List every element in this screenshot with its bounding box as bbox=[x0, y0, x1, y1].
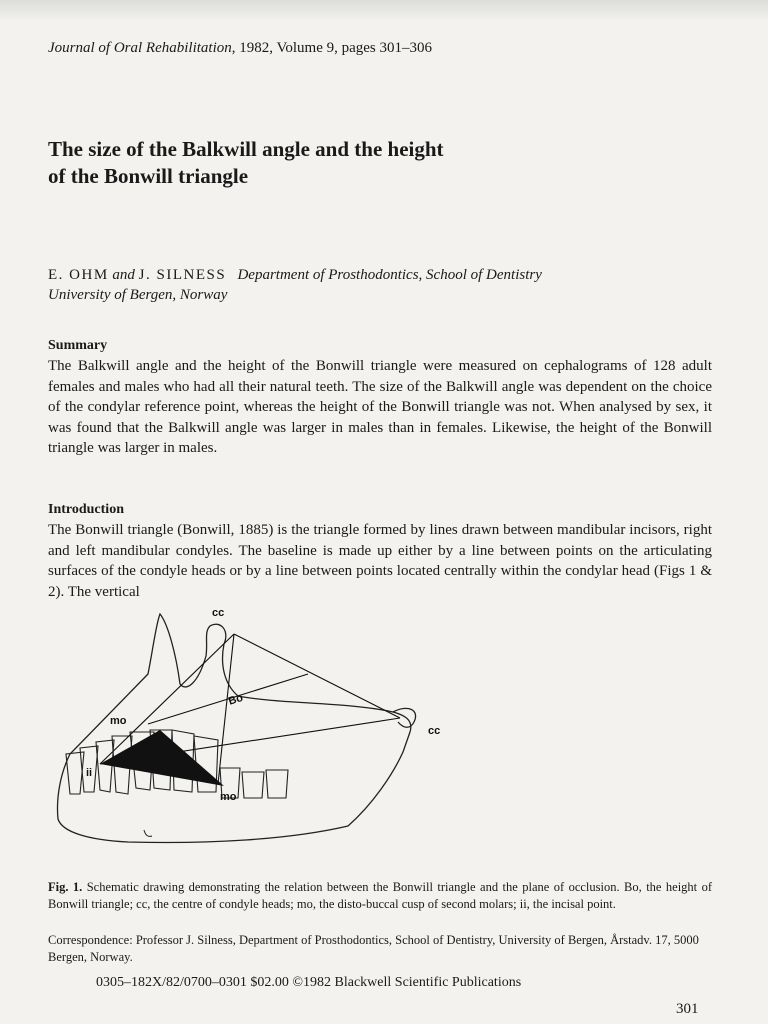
journal-details: , 1982, Volume 9, pages 301–306 bbox=[231, 40, 433, 56]
figure-1-mandible-drawing bbox=[48, 604, 468, 854]
summary-heading: Summary bbox=[48, 338, 108, 353]
journal-citation bbox=[48, 40, 432, 57]
right-condyle bbox=[393, 708, 416, 727]
label-mo-left: mo bbox=[110, 715, 127, 727]
summary-text: The Balkwill angle and the height of the Bonwill triangle were measured on cephalograms of 128 adult females and males who had all their natural teeth. The size of the Balkwill angle was dependent on the choice of the condylar reference point, whereas the height of the Bonwill triangle was not. When analysed by sex, it was found that the Balkwill angle was larger in males than in females. Likewise, the height of the Bonwill triangle was larger in males. bbox=[48, 358, 712, 456]
page-number: 301 bbox=[676, 1001, 699, 1017]
article-title bbox=[48, 136, 688, 190]
journal-name: Journal of Oral Rehabilitation bbox=[48, 40, 232, 56]
author-line-1 bbox=[48, 265, 728, 285]
title-line-2: of the Bonwill triangle bbox=[48, 164, 249, 188]
label-ii: ii bbox=[86, 767, 93, 779]
author-block bbox=[48, 265, 728, 305]
label-mo-bottom: mo bbox=[220, 791, 237, 803]
affiliation-line-2: University of Bergen, Norway bbox=[48, 287, 228, 303]
introduction-text: The Bonwill triangle (Bonwill, 1885) is the triangle formed by lines drawn between mandibular incisors, right and left mandibular condyles. The baseline is made up either by a line between points on the articulating surfaces of the condyle heads or by a line between points located centrally within the condylar head (Figs 1 & 2). The vertical bbox=[48, 522, 712, 600]
author-conjunction: and bbox=[112, 267, 135, 283]
mandible-outline bbox=[58, 614, 411, 842]
caption-label: Fig. 1. bbox=[48, 880, 83, 894]
author-silness: J. SILNESS bbox=[138, 267, 227, 283]
label-cc-right: cc bbox=[428, 725, 441, 737]
title-line-1: The size of the Balkwill angle and the height bbox=[48, 137, 444, 161]
label-bo: Bo bbox=[226, 691, 245, 708]
chin-mark bbox=[144, 830, 152, 836]
author-ohm: E. OHM bbox=[48, 267, 109, 283]
affiliation-line-1: Department of Prosthodontics, School of Dentistry bbox=[237, 267, 542, 283]
scan-edge bbox=[0, 0, 768, 22]
correspondence-note: Correspondence: Professor J. Silness, Department of Prosthodontics, School of Dentistry, University of Bergen, Årstadv. 17, 5000 Bergen, Norway. bbox=[48, 933, 699, 964]
figure-1-caption bbox=[48, 879, 712, 913]
label-cc-top: cc bbox=[212, 607, 225, 619]
issn-copyright-line: 0305–182X/82/0700–0301 $02.00 ©1982 Blackwell Scientific Publications bbox=[96, 975, 522, 990]
caption-text: Schematic drawing demonstrating the relation between the Bonwill triangle and the plane of occlusion. Bo, the height of Bonwill triangle; cc, the centre of condyle heads; mo, the disto-buccal cusp of second molars; ii, the incisal point. bbox=[48, 880, 712, 911]
introduction-heading: Introduction bbox=[48, 502, 124, 517]
